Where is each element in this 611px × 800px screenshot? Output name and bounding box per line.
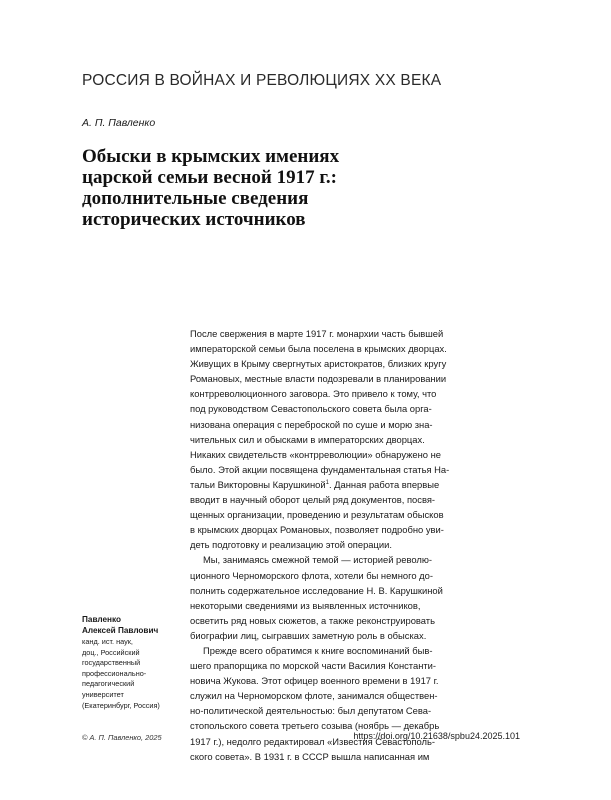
body-line: в крымских дворцах Романовых, позволяет подробно уви-	[190, 524, 444, 536]
body-line: контрреволюционного заговора. Это привело к тому, что	[190, 388, 437, 400]
article-body	[190, 326, 520, 764]
body-line-part: тальи Викторовны Карушкиной	[190, 478, 326, 490]
author-info-sidebar	[82, 614, 192, 711]
body-line: Романовых, местные власти подозревали в планировании	[190, 373, 447, 385]
article-title-line: исторических источников	[82, 209, 306, 230]
footnote-marker[interactable]: 1	[325, 479, 329, 486]
article-title-line: Обыски в крымских имениях	[82, 146, 340, 167]
body-line: После свержения в марте 1917 г. монархии часть бывшей	[190, 328, 444, 339]
body-line: чительных сил и обысками в императорских дворцах.	[190, 433, 425, 445]
body-line: под руководством Севастопольского совета была орга-	[190, 403, 432, 415]
copyright-notice: © А. П. Павленко, 2025	[82, 733, 162, 742]
body-line: императорской семьи была поселена в крымских дворцах.	[190, 343, 447, 355]
author-name-line: Алексей Павлович	[82, 626, 159, 635]
body-line: но-политической деятельностью: был депутатом Сева-	[190, 705, 432, 717]
article-author: А. П. Павленко	[82, 117, 156, 129]
body-line: шего прапорщика по морской части Василия Константи-	[190, 660, 437, 672]
body-line: Живущих в Крыму свергнутых аристократов, близких кругу	[190, 358, 447, 370]
author-info-line: профессионально-	[82, 668, 147, 678]
body-line: Прежде всего обратимся к книге воспоминаний быв-	[203, 644, 433, 656]
author-name-line: Павленко	[82, 615, 121, 624]
body-line: биографии лиц, сыгравших заметную роль в обысках.	[190, 629, 427, 641]
body-line: ского совета». В 1931 г. в СССР вышла написанная им	[190, 750, 430, 762]
body-line: низована операция с переброской по суше и морю зна-	[190, 418, 433, 430]
author-info-line: государственный	[82, 658, 141, 668]
body-line: новича Жукова. Этот офицер военного времени в 1917 г.	[190, 675, 439, 687]
body-line: полнить содержательное исследование Н. В. Карушкиной	[190, 584, 443, 596]
body-line: некоторыми сведениями из выявленных источников,	[190, 599, 421, 611]
body-line: Никаких свидетельств «контрреволюции» обнаружено не	[190, 448, 441, 460]
body-line-part: . Данная работа впервые	[328, 478, 440, 490]
author-info-line: (Екатеринбург, Россия)	[82, 700, 160, 710]
author-info-line: доц., Российский	[82, 647, 140, 657]
body-line: Мы, занимаясь смежной темой — историей револю-	[203, 554, 432, 566]
author-info-line: университет	[82, 689, 124, 699]
doi-link[interactable]: https://doi.org/10.21638/spbu24.2025.101	[353, 731, 520, 741]
body-line: 1917 г.), недолго редактировал «Известия Севастополь-	[190, 735, 436, 747]
article-title	[82, 146, 462, 230]
body-line: осветить ряд новых сюжетов, а также реконструировать	[190, 614, 435, 626]
body-line	[190, 477, 520, 492]
article-title-line: царской семьи весной 1917 г.:	[82, 167, 337, 188]
journal-section-title: РОССИЯ В ВОЙНАХ И РЕВОЛЮЦИЯХ XX ВЕКА	[82, 72, 442, 89]
body-line: было. Этой акции посвящена фундаментальная статья На-	[190, 463, 450, 475]
body-line: вводит в научный оборот целый ряд документов, посвя-	[190, 494, 436, 506]
body-line: стопольского совета третьего созыва (ноябрь — декабрь	[190, 720, 440, 732]
body-line: служил на Черноморском флоте, занимался обществен-	[190, 690, 438, 702]
body-line: деть подготовку и реализацию этой операции.	[190, 539, 392, 551]
author-info-line: канд. ист. наук,	[82, 637, 133, 646]
body-line: ционного Черноморского флота, хотели бы немного до-	[190, 569, 433, 581]
author-info-line: педагогический	[82, 679, 135, 689]
body-line: щенных организации, проведению и результатам обысков	[190, 509, 444, 521]
article-title-line: дополнительные сведения	[82, 188, 309, 209]
